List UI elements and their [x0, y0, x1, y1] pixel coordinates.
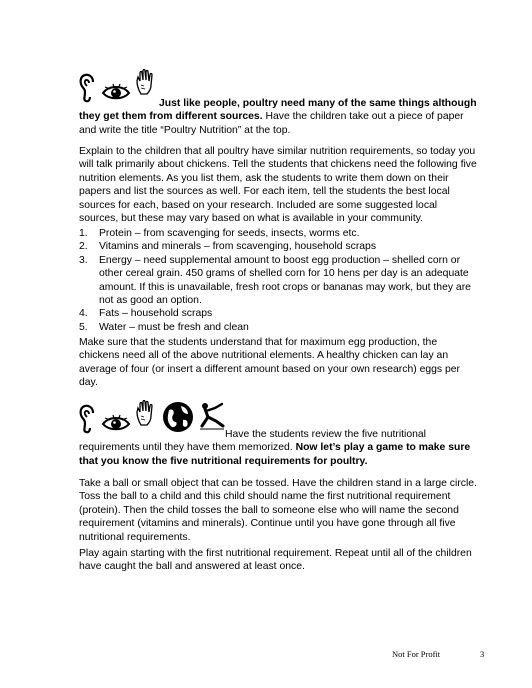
para-ball: Take a ball or small object that can be tossed. Have the children stand in a large circle. Toss the ball to a child and this child should name the first nutritional requirement (protein). Then the child tosses the ball to someone else who will name the second requirement (vitamins and minerals). Continue until you have gone through all five nutritional requirements. — [79, 478, 477, 543]
section2-lead-bold: Now let’s play a game to make sure that you know the five nutritional requirements for poultry. — [79, 442, 471, 467]
section1-lead-bold: Just like people, poultry need many of the same things although they get them from different sources. — [79, 98, 477, 123]
hand-icon — [135, 400, 157, 426]
para-maximum: Make sure that the students understand that for maximum egg production, the chickens need all of the above nutritional elements. A healthy chicken can lay an average of four (or insert a different amount based on your own research) eggs per day. — [79, 337, 461, 389]
para-again: Play again starting with the first nutritional requirement. Repeat until all of the children have caught the ball and answered at least once. — [79, 548, 472, 573]
stretching-person-icon — [199, 402, 225, 430]
list-item: 4. Fats – household scraps — [79, 308, 213, 320]
section2-lead-rest: Have the students review the five nutritional requirements until they have them memorized. — [79, 429, 426, 454]
footer-label: Not For Profit — [392, 649, 441, 659]
para-explain: Explain to the children that all poultry have similar nutrition requirements, so today you will talk primarily about chickens. Tell the students that chickens need the following five nutrition elements. As you list them, ask the students to write them down on their papers and list the sources as well. For each item, tell the students the best local sources for each, based on your research. Included are some suggested local sources, but these may vary based on what is available in your community. — [79, 146, 477, 225]
section2-intro — [79, 428, 479, 468]
list-item: 2. Vitamins and minerals – from scavenging, household scraps — [79, 241, 377, 253]
page-number: 3 — [480, 649, 485, 659]
section1-intro — [79, 97, 479, 137]
page-footer — [392, 649, 485, 659]
hand-icon — [135, 69, 157, 95]
list-item: 3. Energy – need supplemental amount to boost egg production – shelled corn or other cereal grain. 450 grams of shelled corn for 10 hens per day is an adequate amount. If this is unavailable, fresh root crops or bananas may work, but they are not as good an option. — [79, 254, 471, 307]
section1-lead-rest: Have the children take out a piece of paper and write the title “Poultry Nutrition” at the top. — [79, 111, 464, 136]
list-item: 1. Protein – from scavenging for seeds, insects, worms etc. — [79, 228, 360, 239]
list-item: 5. Water – must be fresh and clean — [79, 321, 249, 333]
nutrition-list — [79, 227, 479, 334]
